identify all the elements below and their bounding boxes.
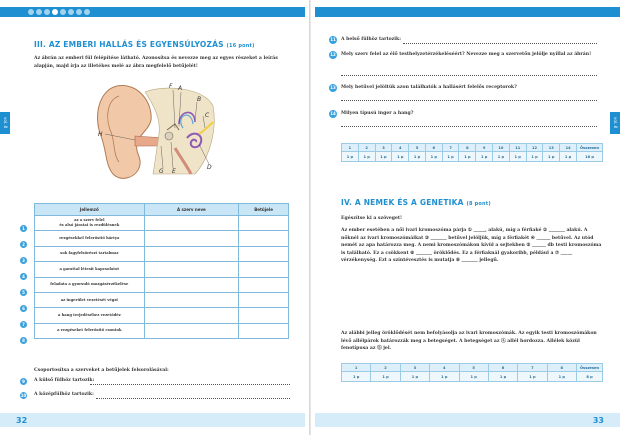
score-item-points: 1 p (488, 372, 517, 382)
score-total-label: Összesen (577, 144, 603, 152)
question-number-badge: 14 (330, 111, 336, 116)
score-item-number: 12 (526, 144, 543, 152)
chapter-dot (28, 9, 34, 15)
top-bar (315, 7, 620, 17)
figure-label-e: E (172, 168, 176, 175)
score-points-row (342, 372, 603, 382)
left-page (0, 0, 309, 435)
organ-name-input[interactable] (144, 277, 239, 292)
section-instruction: Egészítse ki a szöveget! (341, 216, 403, 221)
table-row (35, 277, 289, 292)
table-row (35, 292, 289, 307)
ear-anatomy-figure (95, 78, 217, 180)
score-points-row (342, 152, 603, 162)
score-item-number: 2 (358, 144, 375, 152)
table-row (35, 231, 289, 246)
score-item-number: 3 (400, 364, 429, 372)
right-page (311, 0, 620, 435)
score-item-number: 9 (476, 144, 493, 152)
score-item-number: 5 (409, 144, 426, 152)
chapter-dot (36, 9, 42, 15)
question-text: A középfülhöz tartozik: (34, 392, 94, 397)
table-header: A szerv neve (144, 204, 239, 216)
figure-label-b: B (197, 96, 202, 103)
row-number-badge: 8 (20, 337, 27, 344)
score-item-points: 1 p (371, 372, 400, 382)
letter-input[interactable] (239, 292, 289, 307)
feature-cell: az ingerület vezetését végzi (35, 292, 145, 307)
cloze-segment: ______ db testi kromoszóma is található. Ez a csökkent ⑥ (341, 243, 602, 256)
score-item-number: 7 (518, 364, 547, 372)
intro-text: Az ábrán az emberi fül felépítése látható. Azonosítsa és nevezze meg az egyes részeket a leírás alapján, majd írja az illetékes melé az ábra megfelelő betűjelét! (34, 56, 278, 69)
question-text: A belső fülhöz tartozik: (341, 37, 401, 42)
table-header: Betűjele (239, 204, 289, 216)
table-row (35, 216, 289, 231)
section-title (341, 198, 491, 207)
score-total-label: Összesen (577, 364, 603, 372)
cloze-segment: ______ betűvel. Az utód nemét az apa határozza meg. A nemi kromoszómákon kívül a sejtekben ⑤ (341, 235, 594, 249)
question-text: Mely betűvel jelöltük azon találhatók a hallásért felelős receptorok? (341, 85, 517, 90)
table-header-row (35, 204, 289, 216)
score-item-points: 1 p (547, 372, 576, 382)
score-item-number: 3 (375, 144, 392, 152)
feature-cell: rezgésekkel felerősítő hártya (35, 231, 145, 246)
score-item-points: 1 p (342, 372, 371, 382)
row-number-badge: 5 (20, 289, 27, 296)
question-number-badge: 12 (330, 52, 336, 57)
chapter-dots (28, 7, 90, 17)
answer-line[interactable] (341, 126, 597, 127)
figure-label-h: H (98, 131, 103, 138)
letter-input[interactable] (239, 277, 289, 292)
row-number-badge: 2 (20, 241, 27, 248)
figure-label-g: G (159, 168, 164, 175)
letter-input[interactable] (239, 246, 289, 261)
question-text: A külső fülhöz tartozik: (34, 378, 95, 383)
bottom-bar (0, 413, 305, 427)
score-item-points: 1 p (509, 152, 526, 162)
feature-cell: sok fagyfelsőrészt tartalmaz (35, 246, 145, 261)
question-text: Mely szerv felel az élő testhelyzetérzékeléséért? Nevezze meg a szervetőn jelölje nyíllal az ábrán! (341, 52, 592, 57)
score-item-points: 1 p (493, 152, 510, 162)
cloze-segment: _____, alakú, míg a férfiaké ② (473, 228, 548, 233)
organ-name-input[interactable] (144, 323, 239, 338)
chapter-dot-active (52, 9, 58, 15)
letter-input[interactable] (239, 323, 289, 338)
feature-cell: a rezgéseket felerősítő csontok (35, 323, 145, 338)
score-item-number: 11 (509, 144, 526, 152)
answer-line[interactable] (341, 75, 597, 76)
table-row (35, 262, 289, 277)
score-item-number: 7 (442, 144, 459, 152)
score-item-points: 1 p (375, 152, 392, 162)
cloze-segment: _______ alakú. A nőknél az ivari kromoszómáikat ③ (341, 228, 588, 241)
page-number: 33 (592, 416, 604, 425)
organ-name-input[interactable] (144, 246, 239, 261)
page-number: 32 (16, 416, 28, 425)
score-number-row (342, 144, 603, 152)
cloze-segment: _______ jellegű. (461, 258, 499, 264)
score-item-number: 1 (342, 364, 371, 372)
answer-line[interactable] (403, 43, 597, 44)
feature-cell: a hang terjedéséhez vezetődéz (35, 308, 145, 323)
score-item-points: 1 p (442, 152, 459, 162)
score-item-number: 4 (430, 364, 459, 372)
score-item-points: 1 p (518, 372, 547, 382)
figure-label-f: F (169, 83, 173, 90)
letter-input[interactable] (239, 231, 289, 246)
side-tab: vol. 8 (610, 112, 620, 134)
question-text: Milyen típusú inger a hang? (341, 111, 414, 116)
section-points: (16 pont) (226, 43, 255, 49)
table-row (35, 308, 289, 323)
answer-line[interactable] (96, 398, 290, 399)
organ-name-input[interactable] (144, 216, 239, 231)
score-item-number: 1 (342, 144, 359, 152)
score-item-points: 1 p (459, 152, 476, 162)
score-item-number: 10 (493, 144, 510, 152)
grouping-instruction: Csoportosítsa a szerveket a betűjelek felsorolásával: (34, 368, 169, 373)
figure-label-d: D (207, 164, 212, 171)
bottom-bar (315, 413, 620, 427)
chapter-dot (68, 9, 74, 15)
score-item-points: 1 p (476, 152, 493, 162)
cloze-segment: _______ betűvel jelöljük, míg a férfiakét ④ (430, 235, 535, 241)
question-number-badge: 13 (330, 85, 336, 90)
score-item-points: 1 p (543, 152, 560, 162)
score-table (341, 143, 603, 162)
answer-line[interactable] (90, 384, 290, 385)
row-number-badge: 1 (20, 225, 27, 232)
table-row (35, 246, 289, 261)
score-table (341, 363, 603, 382)
feature-cell: az a szerv felel és alsó járatai is rezdülésnek (35, 216, 145, 231)
feature-cell: feladata a gyorsuló mozgásérzékelése (35, 277, 145, 292)
table-header: Jellemző (35, 204, 145, 216)
score-item-points: 1 p (358, 152, 375, 162)
letter-input[interactable] (239, 262, 289, 277)
letter-input[interactable] (239, 216, 289, 231)
score-item-points: 1 p (560, 152, 577, 162)
score-item-number: 5 (459, 364, 488, 372)
row-number-badge: 6 (20, 305, 27, 312)
section-title-text: III. AZ EMBERI HALLÁS ÉS EGYENSÚLYOZÁS (34, 40, 224, 49)
genetics-paragraph: Az alábbi jelleg öröklődését nem befolyásolja az ivari kromoszómák. Az egyik testi kromoszómákon lévő allélpárok határozzák meg a betegséget. A betegséget az ⓐ allél hordozza. Allélek közül fenotípusa az ⓑ jel. (341, 331, 597, 352)
score-item-number: 2 (371, 364, 400, 372)
section-title (34, 40, 255, 49)
score-item-number: 8 (459, 144, 476, 152)
score-item-number: 14 (560, 144, 577, 152)
answer-line[interactable] (341, 100, 597, 101)
figure-label-c: C (205, 112, 210, 119)
ear-parts-table (34, 203, 289, 339)
score-number-row (342, 364, 603, 372)
score-item-number: 13 (543, 144, 560, 152)
score-item-points: 1 p (425, 152, 442, 162)
organ-name-input[interactable] (144, 308, 239, 323)
score-item-points: 1 p (342, 152, 359, 162)
question-number-badge: 11 (330, 37, 336, 42)
section-title-text: IV. A NEMEK ÉS A GENETIKA (341, 198, 464, 207)
side-tab: vol. 8 (0, 112, 10, 134)
question-number-badge: 9 (20, 378, 27, 385)
question-number-badge: 10 (20, 393, 27, 398)
score-total-value: 8 p (577, 372, 603, 382)
section-points: (8 pont) (466, 201, 491, 207)
organ-name-input[interactable] (144, 231, 239, 246)
score-total-value: 16 p (577, 152, 603, 162)
score-item-points: 1 p (392, 152, 409, 162)
score-item-points: 1 p (459, 372, 488, 382)
score-item-points: 1 p (400, 372, 429, 382)
row-number-badge: 7 (20, 321, 27, 328)
score-item-number: 8 (547, 364, 576, 372)
cloze-text (341, 227, 603, 265)
score-item-points: 1 p (409, 152, 426, 162)
letter-input[interactable] (239, 308, 289, 323)
score-item-number: 6 (488, 364, 517, 372)
organ-name-input[interactable] (144, 292, 239, 307)
cloze-segment: Az ember esetében a női ivari kromoszóma párja ① (341, 228, 472, 233)
cloze-segment: _____ vérzékenység. Ezt a színtévesztés is mutatja ⑧ (341, 250, 573, 264)
row-number-badge: 3 (20, 257, 27, 264)
chapter-dot (84, 9, 90, 15)
ear-anatomy-illustration (95, 78, 217, 180)
chapter-dot (44, 9, 50, 15)
score-item-points: 1 p (430, 372, 459, 382)
row-number-badge: 4 (20, 273, 27, 280)
figure-label-a: A (178, 85, 183, 92)
score-item-points: 1 p (526, 152, 543, 162)
table-row (35, 323, 289, 338)
feature-cell: a garattal létesít kapcsolatot (35, 262, 145, 277)
organ-name-input[interactable] (144, 262, 239, 277)
chapter-dot (60, 9, 66, 15)
score-item-number: 6 (425, 144, 442, 152)
cloze-segment: _______ öröklődés. Ez a férfiaknál gyakoribb, például a ⑦ (415, 250, 560, 256)
chapter-dot (76, 9, 82, 15)
score-item-number: 4 (392, 144, 409, 152)
